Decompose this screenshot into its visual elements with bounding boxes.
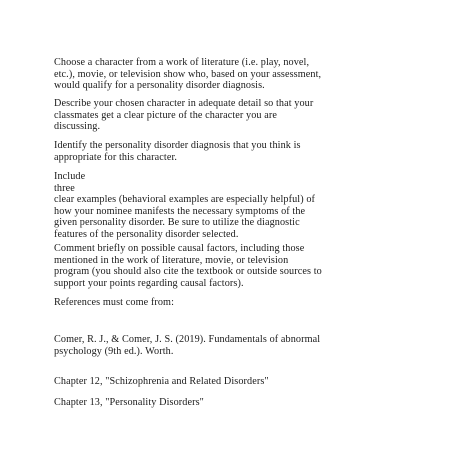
paragraph-include-examples: Include three clear examples (behavioral examples are especially helpful) of how your nominee manifests the necessary symptoms of the given personality disorder. Be sure to utilize the diagnostic features of the personality disorder selected. bbox=[54, 171, 316, 240]
paragraph-assignment-intro: Choose a character from a work of literature (i.e. play, novel, etc.), movie, or television show who, based on your assessment, would qualify for a personality disorder diagnosis. bbox=[54, 57, 322, 92]
paragraph-identify-diagnosis: Identify the personality disorder diagnosis that you think is appropriate for this character. bbox=[54, 140, 301, 163]
paragraph-chapter-13: Chapter 13, "Personality Disorders" bbox=[54, 397, 204, 408]
paragraph-describe-character: Describe your chosen character in adequate detail so that your classmates get a clear picture of the character you are discussing. bbox=[54, 98, 314, 133]
paragraph-causal-factors: Comment briefly on possible causal factors, including those mentioned in the work of literature, movie, or television program (you should also cite the textbook or outside sources to support your points regarding causal factors). bbox=[54, 243, 322, 289]
paragraph-chapter-12: Chapter 12, "Schizophrenia and Related Disorders" bbox=[54, 376, 269, 387]
paragraph-references-heading: References must come from: bbox=[54, 297, 174, 308]
paragraph-reference-citation: Comer, R. J., & Comer, J. S. (2019). Fundamentals of abnormal psychology (9th ed.). Worth. bbox=[54, 334, 321, 357]
